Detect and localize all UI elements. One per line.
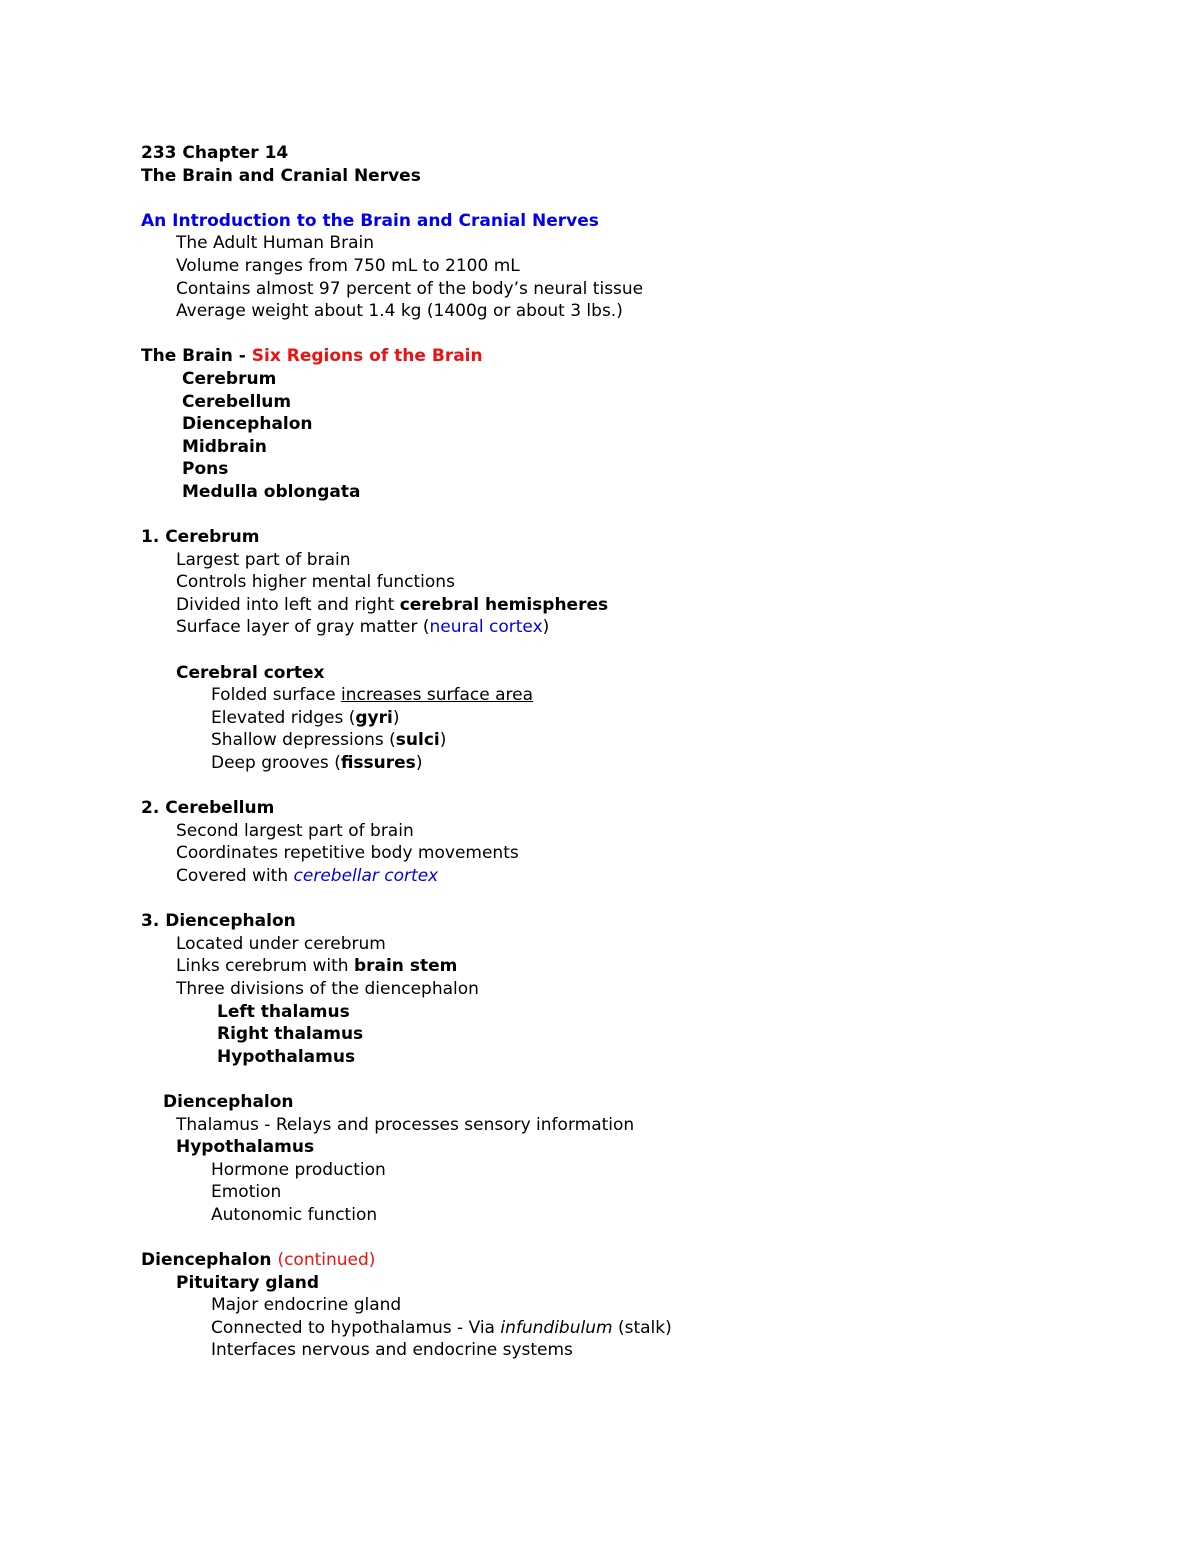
regions-heading-highlight: Six Regions of the Brain xyxy=(251,346,483,367)
cortex-item xyxy=(141,729,1141,752)
cerebellum-item: Second largest part of brain xyxy=(176,820,414,841)
text-run: Covered with xyxy=(176,866,294,886)
regions-heading-prefix: The Brain - xyxy=(141,346,252,367)
hypothalamus-heading: Hypothalamus xyxy=(176,1137,315,1158)
text-run: ) xyxy=(415,753,423,774)
diencephalon-item: Three divisions of the diencephalon xyxy=(176,978,479,999)
region-item: Cerebellum xyxy=(182,391,292,412)
region-item: Pons xyxy=(182,459,229,480)
italic-term: infundibulum xyxy=(500,1317,613,1338)
cortex-item xyxy=(141,707,1141,730)
division-item: Right thalamus xyxy=(217,1024,364,1045)
division-item: Left thalamus xyxy=(217,1001,350,1022)
text-run: Elevated ridges ( xyxy=(211,707,356,728)
diencephalon3-heading xyxy=(141,1249,1141,1272)
region-item: Diencephalon xyxy=(182,414,313,435)
diencephalon-item xyxy=(141,955,1141,978)
diencephalon2-heading: Diencephalon xyxy=(163,1091,294,1112)
intro-item: Average weight about 1.4 kg (1400g or about 3 lbs.) xyxy=(176,301,623,322)
text-run: Shallow depressions ( xyxy=(211,730,396,751)
bold-term: brain stem xyxy=(353,956,458,977)
intro-item: Volume ranges from 750 mL to 2100 mL xyxy=(176,255,520,276)
pituitary-heading: Pituitary gland xyxy=(176,1272,320,1293)
bold-term: sulci xyxy=(395,730,440,751)
underlined-term: increases surface area xyxy=(340,685,534,706)
region-item: Midbrain xyxy=(182,436,267,457)
text-run: Divided into left and right xyxy=(176,594,400,615)
cortex-heading: Cerebral cortex xyxy=(176,662,325,683)
cerebrum-item: Largest part of brain xyxy=(176,549,351,570)
text-run: Connected to hypothalamus - Via xyxy=(211,1317,501,1338)
division-item: Hypothalamus xyxy=(217,1046,356,1067)
text-run: Folded surface xyxy=(211,685,341,706)
bold-term: fissures xyxy=(340,753,416,774)
text-run: (stalk) xyxy=(612,1317,672,1338)
pituitary-item: Major endocrine gland xyxy=(211,1295,402,1316)
chapter-number: 233 Chapter 14 xyxy=(141,143,289,163)
highlight-term: neural cortex xyxy=(429,617,543,638)
heading-text: Diencephalon xyxy=(141,1250,278,1271)
cerebrum-item: Controls higher mental functions xyxy=(176,572,455,593)
regions-heading xyxy=(141,345,1141,368)
hypothalamus-item: Emotion xyxy=(211,1182,282,1203)
thalamus-item: Thalamus - Relays and processes sensory information xyxy=(176,1114,635,1135)
bold-term: cerebral hemispheres xyxy=(399,594,609,615)
region-item: Cerebrum xyxy=(182,368,277,389)
bold-term: gyri xyxy=(355,707,393,728)
hypothalamus-item: Autonomic function xyxy=(211,1204,378,1225)
text-run: ) xyxy=(439,730,447,751)
highlight-term: cerebellar cortex xyxy=(293,866,439,886)
text-run: Links cerebrum with xyxy=(176,956,354,977)
cerebrum-heading: 1. Cerebrum xyxy=(141,527,260,548)
diencephalon-item: Located under cerebrum xyxy=(176,933,386,954)
text-run: ) xyxy=(542,617,550,638)
text-run: Deep grooves ( xyxy=(211,753,341,774)
hypothalamus-item: Hormone production xyxy=(211,1159,386,1180)
pituitary-item: Interfaces nervous and endocrine systems xyxy=(211,1340,573,1361)
continued-label: (continued) xyxy=(277,1250,376,1271)
diencephalon-heading: 3. Diencephalon xyxy=(141,911,296,932)
region-item: Medulla oblongata xyxy=(182,481,361,502)
intro-item: Contains almost 97 percent of the body’s neural tissue xyxy=(176,278,644,299)
pituitary-item xyxy=(141,1317,1141,1340)
cerebrum-item xyxy=(141,594,1141,617)
intro-item: The Adult Human Brain xyxy=(176,233,374,254)
cerebellum-heading: 2. Cerebellum xyxy=(141,798,275,819)
cerebellum-item xyxy=(141,865,1141,888)
document-page xyxy=(141,142,1141,1362)
text-run: ) xyxy=(392,707,400,728)
cerebellum-item: Coordinates repetitive body movements xyxy=(176,843,519,864)
chapter-title: The Brain and Cranial Nerves xyxy=(141,165,421,186)
cortex-item xyxy=(141,684,1141,707)
text-run: Surface layer of gray matter ( xyxy=(176,617,430,638)
cerebrum-item xyxy=(141,616,1141,639)
intro-heading: An Introduction to the Brain and Cranial Nerves xyxy=(141,210,599,231)
cortex-item xyxy=(141,752,1141,775)
